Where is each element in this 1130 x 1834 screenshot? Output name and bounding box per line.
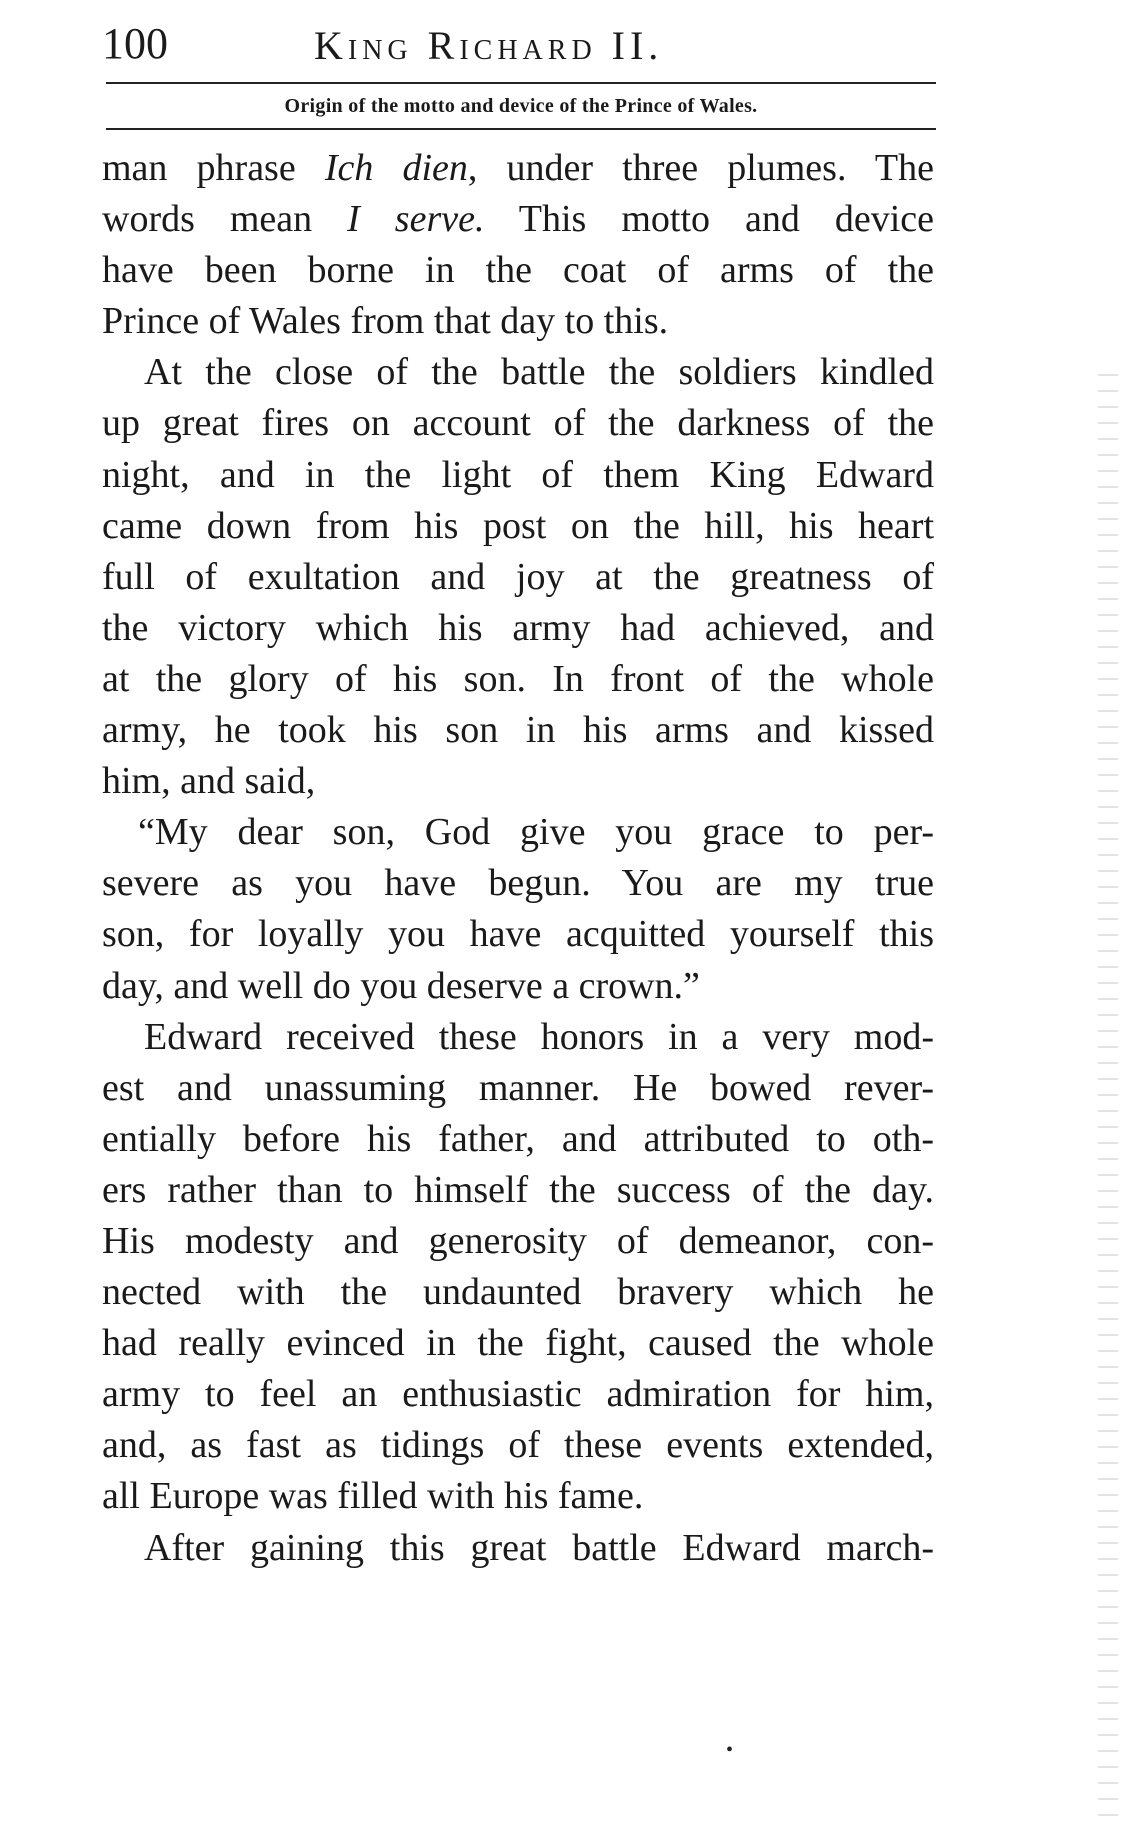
text-line: At the close of the battle the soldiers kindled — [144, 351, 934, 394]
text-line: words mean I serve. This motto and device — [102, 198, 934, 241]
text-line: After gaining this great battle Edward march- — [144, 1526, 934, 1569]
text-line: entially before his father, and attributed to oth- — [102, 1117, 934, 1160]
text-line: full of exultation and joy at the greatness of — [102, 555, 934, 598]
text-line: army, he took his son in his arms and kissed — [102, 709, 934, 752]
text-line: up great fires on account of the darkness of the — [102, 402, 934, 445]
page-header — [102, 10, 934, 72]
italic-phrase: Ich dien — [324, 147, 468, 189]
text-line: have been borne in the coat of arms of the — [102, 249, 934, 292]
sidenote: Origin of the motto and device of the Prince of Wales. — [284, 95, 758, 117]
text-line: the victory which his army had achieved, and — [102, 606, 934, 649]
text-line: night, and in the light of them King Edward — [102, 453, 934, 496]
text-line: man phrase Ich dien, under three plumes. The — [102, 147, 934, 189]
text-line: His modesty and generosity of demeanor, con- — [102, 1219, 934, 1262]
header-rule-top — [106, 82, 936, 84]
ink-speck: • — [726, 1739, 734, 1761]
text-line: day, and well do you deserve a crown.” — [102, 964, 700, 1007]
text-line: severe as you have begun. You are my true — [102, 862, 934, 905]
italic-phrase: I serve. — [347, 198, 485, 241]
running-title: King Richard II. — [314, 23, 664, 68]
text-line: and, as fast as tidings of these events extended, — [102, 1424, 934, 1467]
text-line: came down from his post on the hill, his heart — [102, 504, 934, 547]
text-line: Edward received these honors in a very mod- — [144, 1015, 934, 1058]
text-line: Prince of Wales from that day to this. — [102, 300, 669, 343]
text-line: at the glory of his son. In front of the whole — [102, 657, 934, 700]
text-line: him, and said, — [102, 760, 316, 803]
header-rule-bottom — [106, 128, 936, 130]
text-line: nected with the undaunted bravery which he — [102, 1271, 934, 1314]
text-line: son, for loyally you have acquitted yourself this — [102, 913, 934, 956]
text-line: “My dear son, God give you grace to per- — [138, 811, 934, 854]
body-text — [102, 143, 934, 1574]
text-line: est and unassuming manner. He bowed rever- — [102, 1066, 934, 1109]
page-number: 100 — [102, 19, 168, 68]
page-edge-marks — [1098, 360, 1118, 1820]
text-line: all Europe was filled with his fame. — [102, 1475, 644, 1518]
text-line: ers rather than to himself the success of the day. — [102, 1168, 934, 1211]
text-line: had really evinced in the fight, caused the whole — [102, 1322, 934, 1365]
text-line: army to feel an enthusiastic admiration for him, — [102, 1373, 934, 1416]
